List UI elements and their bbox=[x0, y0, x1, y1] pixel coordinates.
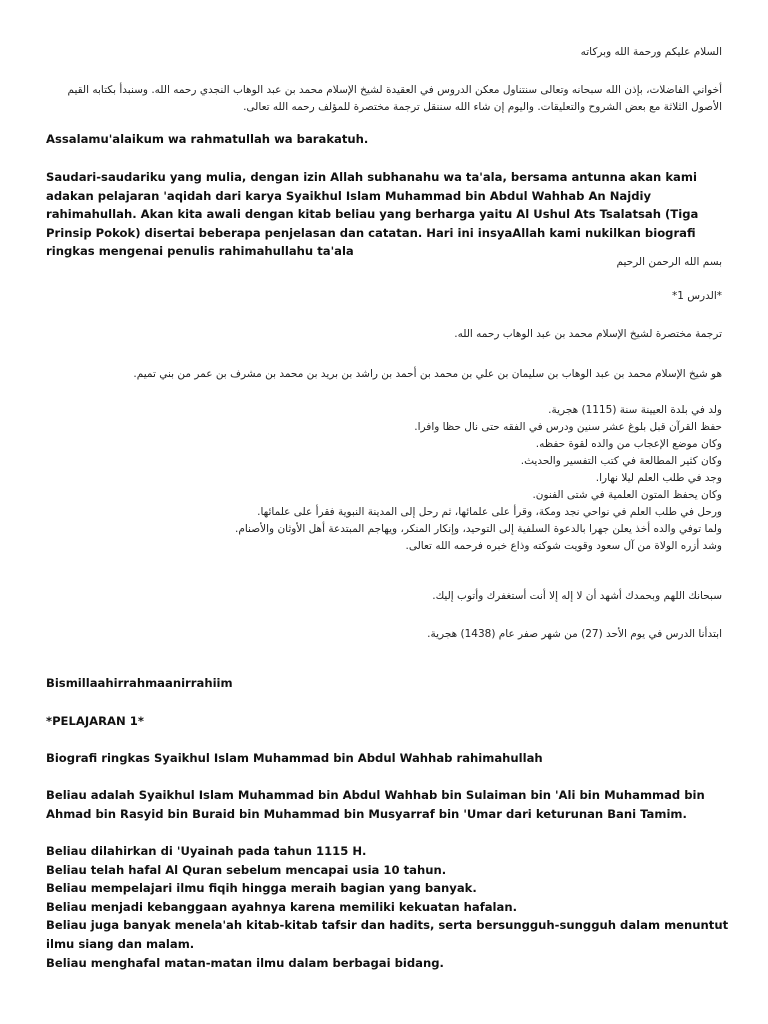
latin-bio-title: Biografi ringkas Syaikhul Islam Muhammad bin Abdul Wahhab rahimahullah bbox=[46, 751, 543, 765]
latin-lineage: Beliau adalah Syaikhul Islam Muhammad bin Abdul Wahhab bin Sulaiman bin 'Ali bin Muhammad bin Ahmad bin Rasyid bin Buraid bin Muhammad bin Musyarraf bin 'Umar dari keturunan Bani Tamim. bbox=[46, 788, 705, 821]
arabic-intro-line-1: أخواني الفاضلات، بإذن الله سبحانه وتعالى سنتناول معكن الدروس في العقيدة لشيخ الإسلام محمد بن عبد الوهاب النجدي رحمه الله. وسنبدأ بكتابه القيم bbox=[67, 84, 722, 96]
arabic-fact: وكان موضع الإعجاب من والده لقوة حفظه. bbox=[535, 438, 722, 450]
latin-fact: Beliau dilahirkan di 'Uyainah pada tahun 1115 H. bbox=[46, 844, 367, 858]
latin-fact: Beliau menjadi kebanggaan ayahnya karena memiliki kekuatan hafalan. bbox=[46, 899, 518, 914]
latin-intro: Saudari-saudariku yang mulia, dengan izin Allah subhanahu wa ta'ala, bersama antunna akan kami adakan pelajaran 'aqidah dari karya Syaikhul Islam Muhammad bin Abdul Wahhab An Najdiy rahimahullah. Akan kita awali dengan kitab beliau yang berharga yaitu Al Ushul Ats Tsalatsah (Tiga Prinsip Pokok) disertai beberapa penjelasan dan catatan. Hari ini insyaAllah kami nukilkan biografi ringkas mengenai penulis rahimahullahu ta'ala bbox=[46, 170, 699, 259]
arabic-date: ابتدأنا الدرس في يوم الأحد (27) من شهر صفر عام (1438) هجرية. bbox=[427, 628, 722, 640]
latin-fact: Beliau menghafal matan-matan ilmu dalam berbagai bidang. bbox=[46, 955, 444, 970]
arabic-fact: وكان كثير المطالعة في كتب التفسير والحديث. bbox=[520, 455, 722, 467]
arabic-fact: ولما توفي والده أخذ يعلن جهرا بالدعوة السلفية إلى التوحيد، وإنكار المنكر، ويهاجم المبتدعة أهل الأوثان والأصنام. bbox=[235, 523, 722, 535]
latin-salam: Assalamu'alaikum wa rahmatullah wa barakatuh. bbox=[46, 132, 369, 146]
arabic-fact: وجد في طلب العلم ليلا نهارا. bbox=[595, 472, 722, 484]
arabic-intro bbox=[46, 82, 722, 116]
arabic-dua: سبحانك اللهم وبحمدك أشهد أن لا إله إلا أنت أستغفرك وأتوب إليك. bbox=[432, 590, 722, 602]
arabic-lesson-title: *الدرس 1* bbox=[671, 290, 722, 302]
arabic-intro-line-2: الأصول الثلاثة مع بعض الشروح والتعليقات. واليوم إن شاء الله سننقل ترجمة مختصرة للمؤلف رحمه الله تعالى. bbox=[243, 101, 722, 113]
latin-fact: Beliau mempelajari ilmu fiqih hingga meraih bagian yang banyak. bbox=[46, 881, 477, 896]
latin-fact: Beliau juga banyak menela'ah kitab-kitab tafsir dan hadits, serta bersungguh-sungguh dalam menuntut ilmu siang dan malam. bbox=[46, 918, 729, 951]
arabic-fact: ورحل في طلب العلم في نواحي نجد ومكة، وقرأ على علمائها، ثم رحل إلى المدينة النبوية فقرأ على علمائها. bbox=[257, 506, 722, 518]
latin-lesson-title: *PELAJARAN 1* bbox=[46, 714, 144, 728]
arabic-fact: وشد أزره الولاة من آل سعود وقويت شوكته وذاع خبره فرحمه الله تعالى. bbox=[405, 540, 722, 552]
latin-fact: Beliau telah hafal Al Quran sebelum mencapai usia 10 tahun. bbox=[46, 862, 447, 877]
arabic-fact: حفظ القرآن قبل بلوغ عشر سنين ودرس في الفقه حتى نال حظا وافرا. bbox=[414, 421, 722, 433]
arabic-bio-title: ترجمة مختصرة لشيخ الإسلام محمد بن عبد الوهاب رحمه الله. bbox=[454, 328, 722, 340]
latin-facts-list bbox=[46, 842, 738, 972]
arabic-lineage: هو شيخ الإسلام محمد بن عبد الوهاب بن سليمان بن علي بن محمد بن أحمد بن راشد بن بريد بن محمد بن مشرف بن عمر من بني تميم. bbox=[133, 368, 722, 380]
arabic-facts-list bbox=[46, 402, 722, 555]
arabic-basmalah: بسم الله الرحمن الرحيم bbox=[616, 256, 722, 268]
latin-basmalah: Bismillaahirrahmaanirrahiim bbox=[46, 676, 233, 690]
arabic-fact: وكان يحفظ المتون العلمية في شتى الفنون. bbox=[532, 489, 722, 501]
arabic-salam: السلام عليكم ورحمة الله وبركاته bbox=[580, 46, 722, 58]
arabic-fact: ولد في بلدة العيينة سنة (1115) هجرية. bbox=[548, 404, 722, 416]
